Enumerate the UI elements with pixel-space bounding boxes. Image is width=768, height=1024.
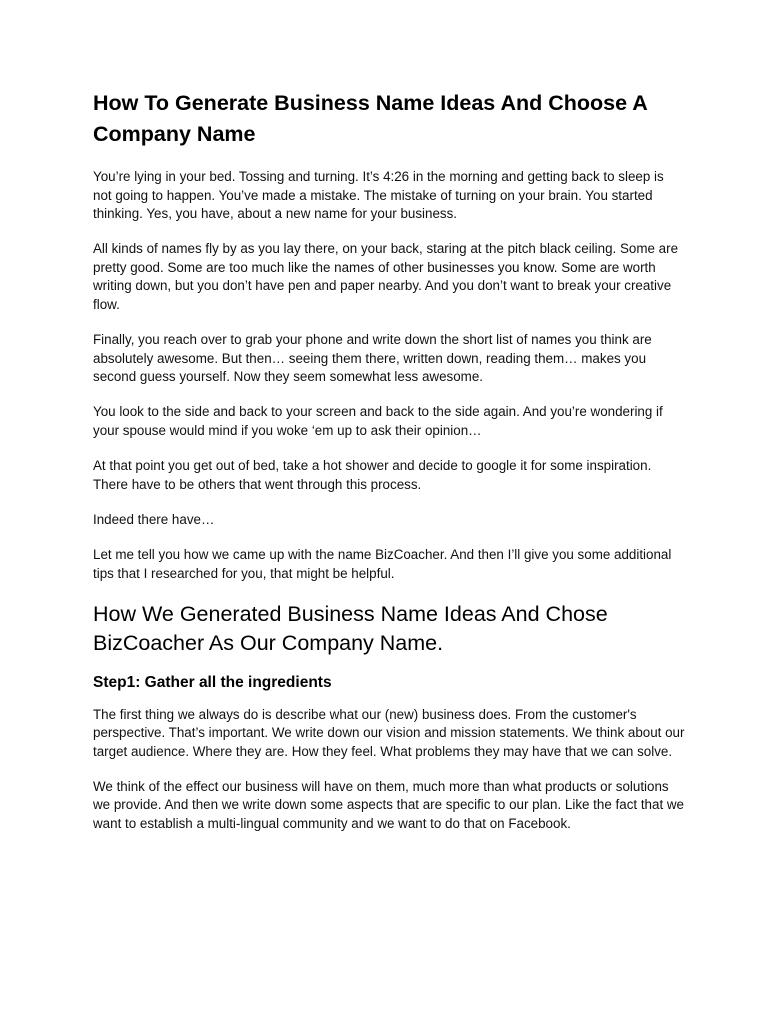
- intro-paragraph-4: You look to the side and back to your screen and back to the side again. And you’re wondering if your spouse would mind if you woke ‘em up to ask their opinion…: [93, 404, 663, 439]
- document-title: How To Generate Business Name Ideas And Choose A Company Name: [93, 91, 647, 146]
- intro-paragraph-3: Finally, you reach over to grab your phone and write down the short list of names you think are absolutely awesome. But then… seeing them there, written down, reading them… makes you second guess yourself. Now they seem somewhat less awesome.: [93, 332, 652, 385]
- step-paragraph-2: We think of the effect our business will have on them, much more than what products or solutions we provide. And then we write down some aspects that are specific to our plan. Like the fact that we want to establish a multi-lingual community and we want to do that on Facebook.: [93, 778, 684, 832]
- intro-paragraph-6: Indeed there have…: [93, 511, 215, 527]
- step-paragraph-1: The first thing we always do is describe what our (new) business does. From the customer's perspective. That’s important. We write down our vision and mission statements. We think about our target audience. Where they are. How they feel. What problems they may have that we can solve.: [93, 706, 685, 759]
- intro-paragraph-1: You’re lying in your bed. Tossing and turning. It’s 4:26 in the morning and getting back to sleep is not going to happen. You’ve made a mistake. The mistake of turning on your brain. You started thinking. Yes, you have, about a new name for your business.: [93, 169, 664, 222]
- intro-paragraph-7: Let me tell you how we came up with the name BizCoacher. And then I’ll give you some additional tips that I researched for you, that might be helpful.: [93, 546, 672, 581]
- step-heading: Step1: Gather all the ingredients: [93, 673, 332, 691]
- document-page: [93, 88, 685, 850]
- intro-paragraph-2: All kinds of names fly by as you lay there, on your back, staring at the pitch black ceiling. Some are pretty good. Some are too much like the names of other businesses you know. Some are worth writing down, but you don’t have pen and paper nearby. And you don’t want to break your creative flow.: [93, 241, 679, 313]
- intro-paragraph-5: At that point you get out of bed, take a hot shower and decide to google it for some inspiration. There have to be others that went through this process.: [93, 458, 652, 492]
- section-heading: How We Generated Business Name Ideas And Chose BizCoacher As Our Company Name.: [93, 601, 608, 655]
